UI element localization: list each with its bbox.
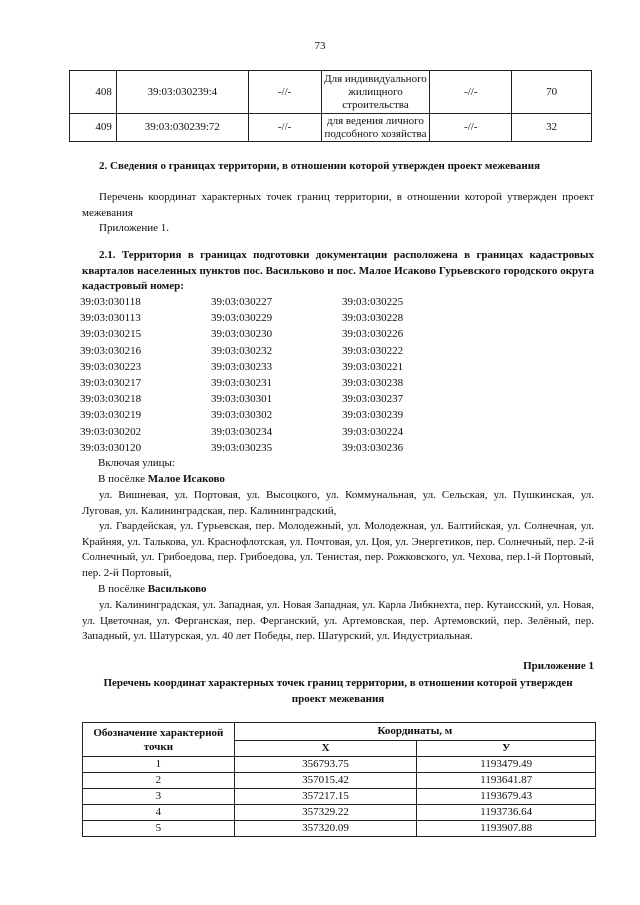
- village-1-streets-part-1: ул. Вишневая, ул. Портовая, ул. Высоцкого, ул. Коммунальная, ул. Сельская, ул. Пушкинская, ул. Луговая, ул. Калининградская, пер. Калининградский,: [82, 489, 594, 517]
- list-item: 39:03:030217 39:03:030231 39:03:030238: [80, 377, 404, 390]
- list-item: 39:03:030120 39:03:030235 39:03:030236: [80, 441, 404, 454]
- appendix-1-label: Приложение 1: [523, 660, 594, 672]
- list-item: 39:03:030216 39:03:030232 39:03:030222: [80, 344, 404, 357]
- cadastral-number: 39:03:030239:4: [116, 71, 248, 114]
- col-header-coords: Координаты, м: [234, 723, 595, 741]
- land-use: для ведения личного подсобного хозяйства: [321, 114, 430, 142]
- village-1-title: В посёлке Малое Исаково: [98, 473, 225, 485]
- table-row: 1 356793.75 1193479.49: [83, 757, 596, 773]
- col-header-y: У: [417, 741, 596, 757]
- list-item: 39:03:030218 39:03:030301 39:03:030237: [80, 393, 404, 406]
- village-2-title: В посёлке Васильково: [98, 583, 207, 595]
- land-use: Для индивидуального жилищного строительства: [321, 71, 430, 114]
- table-header-row: [83, 723, 596, 741]
- table-row: [70, 71, 592, 114]
- table-row: 3 357217.15 1193679.43: [83, 789, 596, 805]
- ditto-mark: -//-: [248, 114, 321, 142]
- ditto-mark: -//-: [430, 114, 512, 142]
- list-item: 39:03:030219 39:03:030302 39:03:030239: [80, 409, 404, 422]
- row-number: 409: [70, 114, 117, 142]
- table-row: 2 357015.42 1193641.87: [83, 773, 596, 789]
- parcels-table: [69, 70, 592, 142]
- row-number: 408: [70, 71, 117, 114]
- area-value: 70: [512, 71, 592, 114]
- coordinates-table: [82, 722, 596, 837]
- ditto-mark: -//-: [248, 71, 321, 114]
- col-header-x: X: [234, 741, 417, 757]
- section-2-text: Перечень координат характерных точек границ территории, в отношении которой утвержден проект межевания: [82, 191, 594, 219]
- list-item: 39:03:030223 39:03:030233 39:03:030221: [80, 360, 404, 373]
- table-row: 5 357320.09 1193907.88: [83, 821, 596, 837]
- section-2-appendix: Приложение 1.: [99, 222, 170, 234]
- table-row: [70, 114, 592, 142]
- list-item: 39:03:030113 39:03:030229 39:03:030228: [80, 312, 404, 325]
- list-item: 39:03:030202 39:03:030234 39:03:030224: [80, 425, 404, 438]
- ditto-mark: -//-: [430, 71, 512, 114]
- area-value: 32: [512, 114, 592, 142]
- village-1-streets-part-2: ул. Гвардейская, ул. Гурьевская, пер. Молодежный, ул. Молодежная, ул. Балтийская, ул. Солнечная, ул. Крайняя, ул. Талькова, ул. Краснофлотская, ул. Почтовая, ул. Цоя, ул. Энергетиков, пер. Солнечный, пер. 2-й Солнечный, ул. Грибоедова, пер. Грибоедова, ул. Тенистая, пер. Рожковского, ул. Чехова, пер.1-й Портовый, пер. 2-й Портовый,: [82, 520, 594, 579]
- cadastral-number: 39:03:030239:72: [116, 114, 248, 142]
- list-item: 39:03:030215 39:03:030230 39:03:030226: [80, 328, 404, 341]
- section-2-1-heading: 2.1. Территория в границах подготовки документации расположена в границах кадастровых кварталов населенных пунктов пос. Васильково и пос. Малое Исаково Гурьевского городского округа кадастровый номер:: [82, 249, 594, 292]
- appendix-1-title: Перечень координат характерных точек границ территории, в отношении которой утвержден проект межевания: [103, 677, 573, 705]
- page-number: 73: [314, 40, 326, 52]
- list-item: 39:03:030118 39:03:030227 39:03:030225: [80, 296, 404, 308]
- cadastral-quarter-list: [80, 294, 473, 456]
- col-header-point: Обозначение характерной точки: [83, 723, 235, 757]
- village-2-streets: ул. Калининградская, ул. Западная, ул. Новая Западная, ул. Карла Либкнехта, пер. Кутаисский, ул. Новая, ул. Цветочная, ул. Ферганская, пер. Ферганский, ул. Артемовская, пер. Артемовский, пер. Зелёный, пер. Западный, ул. Шатурская, ул. 40 лет Победы, пер. Шатурский, ул. Индустриальная.: [82, 599, 594, 642]
- table-row: 4 357329.22 1193736.64: [83, 805, 596, 821]
- streets-intro: Включая улицы:: [98, 457, 175, 469]
- section-2-heading: 2. Сведения о границах территории, в отношении которой утвержден проект межевания: [99, 160, 541, 172]
